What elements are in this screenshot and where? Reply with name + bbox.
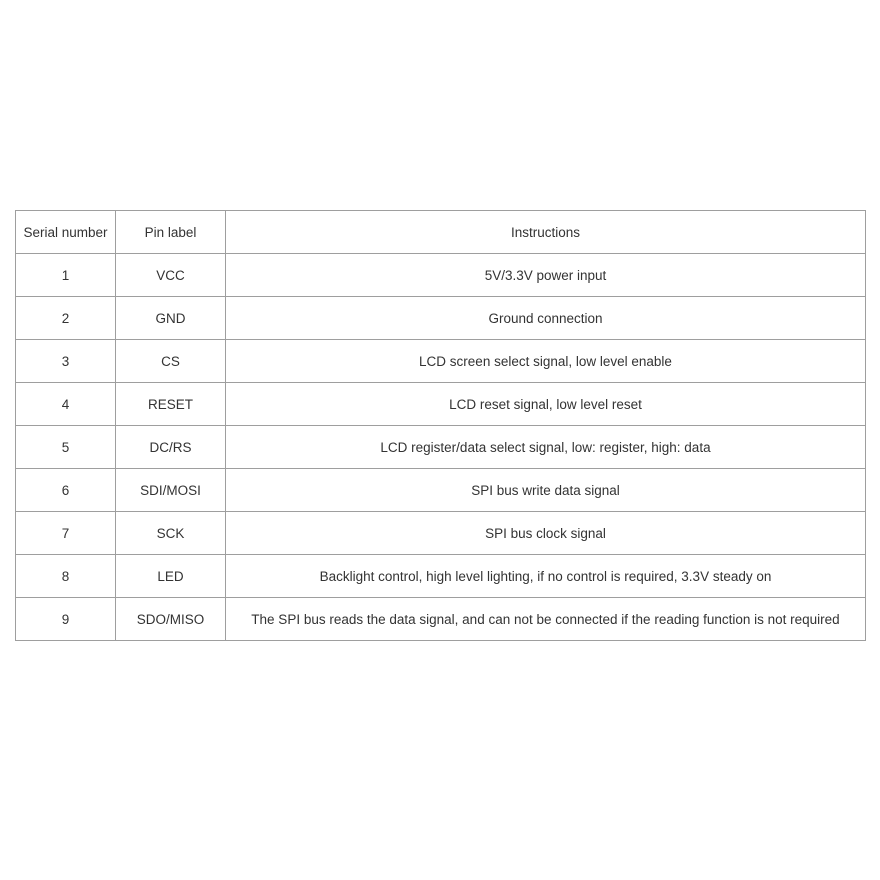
pin-label-cell: DC/RS	[116, 426, 226, 469]
header-serial-number: Serial number	[16, 211, 116, 254]
serial-cell: 6	[16, 469, 116, 512]
pin-label-cell: VCC	[116, 254, 226, 297]
instructions-cell: LCD register/data select signal, low: register, high: data	[226, 426, 866, 469]
table-row	[16, 426, 866, 469]
pin-label-cell: SCK	[116, 512, 226, 555]
serial-cell: 9	[16, 598, 116, 641]
instructions-cell: Ground connection	[226, 297, 866, 340]
serial-cell: 2	[16, 297, 116, 340]
pin-table	[15, 210, 866, 641]
table-row	[16, 254, 866, 297]
serial-cell: 1	[16, 254, 116, 297]
serial-cell: 5	[16, 426, 116, 469]
table-row	[16, 469, 866, 512]
instructions-cell: LCD reset signal, low level reset	[226, 383, 866, 426]
table-row	[16, 383, 866, 426]
instructions-cell: SPI bus clock signal	[226, 512, 866, 555]
table-row	[16, 297, 866, 340]
pin-label-cell: CS	[116, 340, 226, 383]
pin-label-cell: RESET	[116, 383, 226, 426]
serial-cell: 4	[16, 383, 116, 426]
table-header	[16, 211, 866, 254]
instructions-cell: LCD screen select signal, low level enable	[226, 340, 866, 383]
pin-label-cell: LED	[116, 555, 226, 598]
instructions-cell: 5V/3.3V power input	[226, 254, 866, 297]
header-instructions: Instructions	[226, 211, 866, 254]
serial-cell: 3	[16, 340, 116, 383]
serial-cell: 8	[16, 555, 116, 598]
table-row	[16, 512, 866, 555]
header-pin-label: Pin label	[116, 211, 226, 254]
pin-label-cell: SDI/MOSI	[116, 469, 226, 512]
table-body	[16, 254, 866, 641]
instructions-cell: Backlight control, high level lighting, if no control is required, 3.3V steady on	[226, 555, 866, 598]
pin-label-cell: GND	[116, 297, 226, 340]
table-row	[16, 340, 866, 383]
instructions-cell: The SPI bus reads the data signal, and can not be connected if the reading function is not required	[226, 598, 866, 641]
table-row	[16, 598, 866, 641]
pin-label-cell: SDO/MISO	[116, 598, 226, 641]
instructions-cell: SPI bus write data signal	[226, 469, 866, 512]
header-row	[16, 211, 866, 254]
serial-cell: 7	[16, 512, 116, 555]
table-row	[16, 555, 866, 598]
